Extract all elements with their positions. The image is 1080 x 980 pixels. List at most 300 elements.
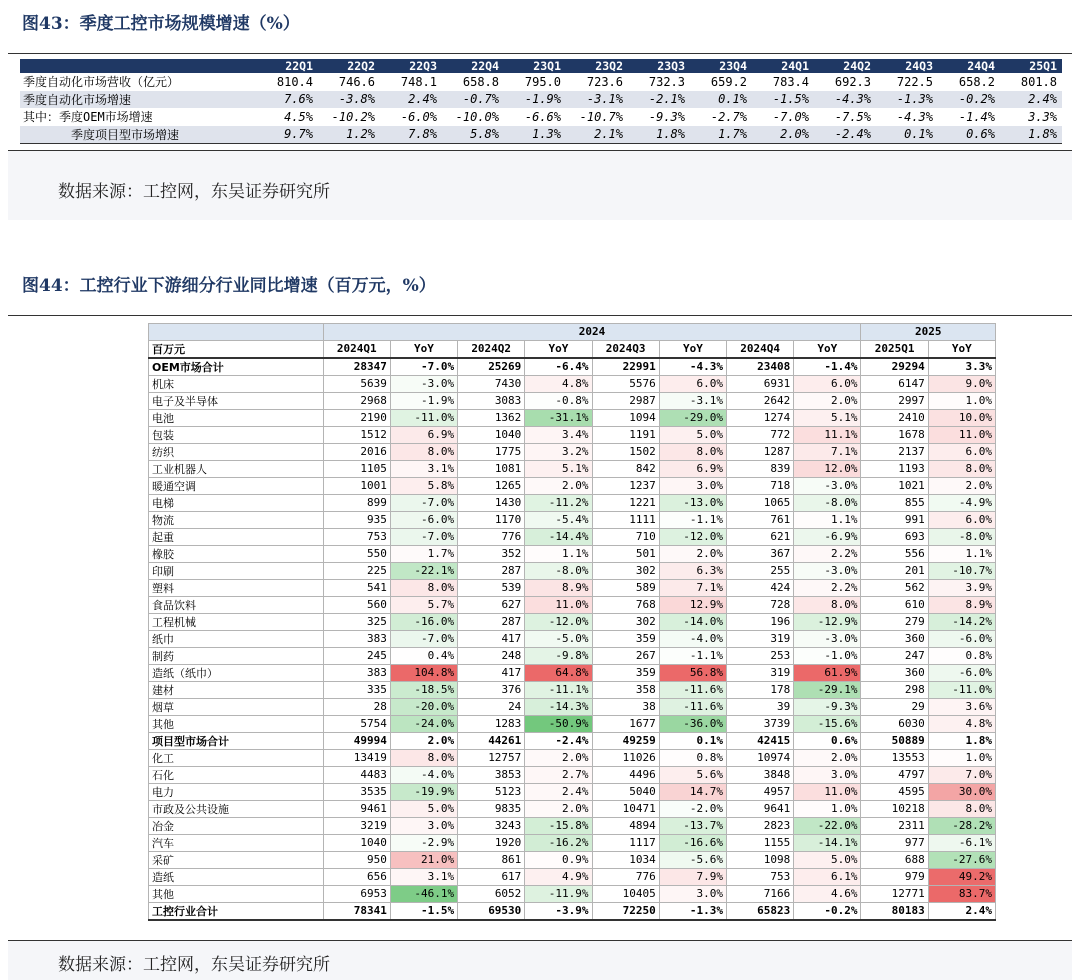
yoy-cell: -16.6% bbox=[659, 834, 726, 851]
yoy-cell: 5.0% bbox=[659, 426, 726, 443]
value-cell: 1040 bbox=[458, 426, 525, 443]
value-cell: 360 bbox=[861, 664, 928, 681]
value-cell: 383 bbox=[323, 664, 390, 681]
yoy-cell: 2.0% bbox=[794, 749, 861, 766]
yoy-cell: -1.1% bbox=[659, 647, 726, 664]
table-row bbox=[20, 108, 1062, 126]
value-cell: 1287 bbox=[727, 443, 794, 460]
yoy-cell: 4.8% bbox=[928, 715, 995, 732]
value-cell: 287 bbox=[458, 562, 525, 579]
value-cell: 4957 bbox=[727, 783, 794, 800]
yoy-cell: 11.0% bbox=[794, 783, 861, 800]
value-cell: 78341 bbox=[323, 902, 390, 920]
downstream-industry-table bbox=[148, 323, 996, 921]
value-cell: 2190 bbox=[323, 409, 390, 426]
value-cell: 7430 bbox=[458, 375, 525, 392]
yoy-cell: -22.0% bbox=[794, 817, 861, 834]
yoy-cell: 3.0% bbox=[794, 766, 861, 783]
value-cell: 1502 bbox=[592, 443, 659, 460]
value-cell: 776 bbox=[592, 868, 659, 885]
value-cell: 359 bbox=[592, 630, 659, 647]
yoy-cell: 2.0% bbox=[525, 749, 592, 766]
yoy-cell: -8.0% bbox=[525, 562, 592, 579]
table-cell: 692.3 bbox=[834, 74, 871, 89]
yoy-cell: 5.1% bbox=[525, 460, 592, 477]
quarter-header: 24Q3 bbox=[876, 59, 938, 73]
value-cell: 298 bbox=[861, 681, 928, 698]
row-label: 造纸（纸巾） bbox=[149, 664, 324, 681]
yoy-cell: 2.0% bbox=[390, 732, 457, 749]
row-label: 起重 bbox=[149, 528, 324, 545]
yoy-cell: 8.0% bbox=[390, 443, 457, 460]
yoy-cell: -29.1% bbox=[794, 681, 861, 698]
table-cell: -10.2% bbox=[331, 109, 375, 124]
value-cell: 768 bbox=[592, 596, 659, 613]
value-cell: 3243 bbox=[458, 817, 525, 834]
value-cell: 556 bbox=[861, 545, 928, 562]
row-label: 市政及公共设施 bbox=[149, 800, 324, 817]
figure-44-top-rule bbox=[8, 315, 1072, 316]
yoy-cell: -13.0% bbox=[659, 494, 726, 511]
value-cell: 29294 bbox=[861, 358, 928, 376]
yoy-cell: -29.0% bbox=[659, 409, 726, 426]
value-cell: 753 bbox=[323, 528, 390, 545]
column-header: 2024Q1 bbox=[323, 340, 390, 358]
value-cell: 855 bbox=[861, 494, 928, 511]
table-cell: -10.7% bbox=[579, 109, 623, 124]
yoy-cell: 1.1% bbox=[794, 511, 861, 528]
yoy-cell: 4.6% bbox=[794, 885, 861, 902]
value-cell: 6030 bbox=[861, 715, 928, 732]
yoy-cell: -3.9% bbox=[525, 902, 592, 920]
table-cell: 2.4% bbox=[380, 91, 442, 109]
figure-44-title: 图44：工控行业下游细分行业同比增速（百万元，%） bbox=[22, 276, 436, 296]
yoy-cell: -16.0% bbox=[390, 613, 457, 630]
yoy-cell: 11.0% bbox=[928, 426, 995, 443]
quarter-header: 22Q3 bbox=[380, 59, 442, 73]
value-cell: 1001 bbox=[323, 477, 390, 494]
value-cell: 753 bbox=[727, 868, 794, 885]
value-cell: 1678 bbox=[861, 426, 928, 443]
yoy-cell: -14.2% bbox=[928, 613, 995, 630]
value-cell: 10218 bbox=[861, 800, 928, 817]
yoy-cell: -4.0% bbox=[390, 766, 457, 783]
value-cell: 5123 bbox=[458, 783, 525, 800]
value-cell: 325 bbox=[323, 613, 390, 630]
table-cell: 732.3 bbox=[648, 74, 685, 89]
table-row bbox=[149, 749, 996, 766]
yoy-cell: -6.1% bbox=[928, 834, 995, 851]
table-cell: 723.6 bbox=[586, 74, 623, 89]
column-header: 2024Q2 bbox=[458, 340, 525, 358]
value-cell: 29 bbox=[861, 698, 928, 715]
yoy-cell: 83.7% bbox=[928, 885, 995, 902]
table-cell: 748.1 bbox=[400, 74, 437, 89]
value-cell: 10974 bbox=[727, 749, 794, 766]
table-cell: 810.4 bbox=[276, 74, 313, 89]
yoy-cell: -12.0% bbox=[659, 528, 726, 545]
value-cell: 38 bbox=[592, 698, 659, 715]
value-cell: 12757 bbox=[458, 749, 525, 766]
yoy-cell: -11.1% bbox=[525, 681, 592, 698]
value-cell: 5040 bbox=[592, 783, 659, 800]
yoy-cell: -12.9% bbox=[794, 613, 861, 630]
yoy-cell: 104.8% bbox=[390, 664, 457, 681]
yoy-cell: 56.8% bbox=[659, 664, 726, 681]
value-cell: 1430 bbox=[458, 494, 525, 511]
value-cell: 1362 bbox=[458, 409, 525, 426]
yoy-cell: 3.1% bbox=[390, 460, 457, 477]
row-label: 物流 bbox=[149, 511, 324, 528]
table-cell: -1.4% bbox=[958, 109, 995, 124]
value-cell: 617 bbox=[458, 868, 525, 885]
row-label: OEM市场合计 bbox=[149, 358, 324, 376]
value-cell: 627 bbox=[458, 596, 525, 613]
yoy-cell: 14.7% bbox=[659, 783, 726, 800]
row-label: 其他 bbox=[149, 885, 324, 902]
quarter-header: 24Q2 bbox=[814, 59, 876, 73]
table-row bbox=[20, 91, 1062, 109]
yoy-cell: -8.0% bbox=[928, 528, 995, 545]
table-cell: 659.2 bbox=[710, 74, 747, 89]
yoy-cell: -18.5% bbox=[390, 681, 457, 698]
yoy-cell: -4.9% bbox=[928, 494, 995, 511]
table-row bbox=[149, 477, 996, 494]
value-cell: 501 bbox=[592, 545, 659, 562]
yoy-cell: 8.9% bbox=[525, 579, 592, 596]
yoy-cell: -7.0% bbox=[390, 528, 457, 545]
value-cell: 319 bbox=[727, 664, 794, 681]
value-cell: 621 bbox=[727, 528, 794, 545]
value-cell: 979 bbox=[861, 868, 928, 885]
yoy-cell: -6.0% bbox=[390, 511, 457, 528]
yoy-cell: -6.4% bbox=[525, 358, 592, 376]
value-cell: 2997 bbox=[861, 392, 928, 409]
value-cell: 302 bbox=[592, 562, 659, 579]
value-cell: 3848 bbox=[727, 766, 794, 783]
value-cell: 6953 bbox=[323, 885, 390, 902]
value-cell: 4483 bbox=[323, 766, 390, 783]
value-cell: 656 bbox=[323, 868, 390, 885]
table-row bbox=[20, 73, 1062, 91]
yoy-cell: 3.9% bbox=[928, 579, 995, 596]
yoy-cell: 1.1% bbox=[525, 545, 592, 562]
value-cell: 1221 bbox=[592, 494, 659, 511]
table-cell: -0.7% bbox=[442, 91, 504, 109]
total-row bbox=[149, 358, 996, 376]
value-cell: 201 bbox=[861, 562, 928, 579]
value-cell: 9461 bbox=[323, 800, 390, 817]
yoy-cell: 8.0% bbox=[659, 443, 726, 460]
value-cell: 539 bbox=[458, 579, 525, 596]
value-cell: 319 bbox=[727, 630, 794, 647]
quarter-header: 22Q1 bbox=[256, 59, 318, 73]
quarterly-market-table bbox=[20, 59, 1062, 144]
figure-44-source: 数据来源：工控网，东吴证券研究所 bbox=[58, 955, 330, 975]
table-row bbox=[149, 562, 996, 579]
value-cell: 247 bbox=[861, 647, 928, 664]
table-cell: 0.1% bbox=[876, 126, 938, 144]
yoy-cell: -11.0% bbox=[928, 681, 995, 698]
value-cell: 11026 bbox=[592, 749, 659, 766]
value-cell: 44261 bbox=[458, 732, 525, 749]
yoy-cell: -1.5% bbox=[390, 902, 457, 920]
table-row bbox=[149, 494, 996, 511]
table-cell: -4.3% bbox=[814, 91, 876, 109]
table-row bbox=[149, 800, 996, 817]
quarter-header: 22Q2 bbox=[318, 59, 380, 73]
value-cell: 1111 bbox=[592, 511, 659, 528]
yoy-cell: 1.7% bbox=[390, 545, 457, 562]
value-cell: 24 bbox=[458, 698, 525, 715]
table-row bbox=[149, 851, 996, 868]
column-header: YoY bbox=[390, 340, 457, 358]
quarter-header: 23Q4 bbox=[690, 59, 752, 73]
yoy-cell: -36.0% bbox=[659, 715, 726, 732]
row-label: 烟草 bbox=[149, 698, 324, 715]
value-cell: 1775 bbox=[458, 443, 525, 460]
yoy-cell: 0.4% bbox=[390, 647, 457, 664]
table-cell: 2.1% bbox=[566, 126, 628, 144]
unit-header: 百万元 bbox=[149, 340, 324, 358]
yoy-cell: 3.0% bbox=[390, 817, 457, 834]
value-cell: 977 bbox=[861, 834, 928, 851]
table-cell: -9.3% bbox=[648, 109, 685, 124]
yoy-cell: 3.3% bbox=[928, 358, 995, 376]
table-row bbox=[149, 443, 996, 460]
value-cell: 50889 bbox=[861, 732, 928, 749]
year-header-2025: 2025 bbox=[861, 324, 996, 341]
table-cell: 658.2 bbox=[958, 74, 995, 89]
value-cell: 935 bbox=[323, 511, 390, 528]
row-label: 石化 bbox=[149, 766, 324, 783]
yoy-cell: 4.8% bbox=[525, 375, 592, 392]
yoy-cell: -24.0% bbox=[390, 715, 457, 732]
row-label: 印刷 bbox=[149, 562, 324, 579]
total-row bbox=[149, 732, 996, 749]
value-cell: 2642 bbox=[727, 392, 794, 409]
value-cell: 424 bbox=[727, 579, 794, 596]
yoy-cell: 1.0% bbox=[928, 749, 995, 766]
value-cell: 4797 bbox=[861, 766, 928, 783]
figure-43-title: 图43：季度工控市场规模增速（%） bbox=[22, 14, 300, 34]
yoy-cell: 12.0% bbox=[794, 460, 861, 477]
value-cell: 4595 bbox=[861, 783, 928, 800]
yoy-cell: -16.2% bbox=[525, 834, 592, 851]
value-cell: 1170 bbox=[458, 511, 525, 528]
value-cell: 839 bbox=[727, 460, 794, 477]
value-cell: 761 bbox=[727, 511, 794, 528]
yoy-cell: 1.0% bbox=[928, 392, 995, 409]
yoy-cell: 21.0% bbox=[390, 851, 457, 868]
row-label: 化工 bbox=[149, 749, 324, 766]
yoy-cell: 6.0% bbox=[794, 375, 861, 392]
table-row bbox=[149, 885, 996, 902]
yoy-cell: -6.9% bbox=[794, 528, 861, 545]
value-cell: 1677 bbox=[592, 715, 659, 732]
yoy-cell: -0.2% bbox=[794, 902, 861, 920]
yoy-cell: 2.7% bbox=[525, 766, 592, 783]
yoy-cell: -8.0% bbox=[794, 494, 861, 511]
value-cell: 2410 bbox=[861, 409, 928, 426]
column-header: 2024Q4 bbox=[727, 340, 794, 358]
row-label: 建材 bbox=[149, 681, 324, 698]
value-cell: 287 bbox=[458, 613, 525, 630]
value-cell: 255 bbox=[727, 562, 794, 579]
column-header: 2025Q1 bbox=[861, 340, 928, 358]
yoy-cell: 8.0% bbox=[928, 800, 995, 817]
yoy-cell: -14.4% bbox=[525, 528, 592, 545]
value-cell: 417 bbox=[458, 630, 525, 647]
quarter-header: 23Q1 bbox=[504, 59, 566, 73]
table-row bbox=[149, 579, 996, 596]
yoy-cell: -46.1% bbox=[390, 885, 457, 902]
row-label: 季度项目型市场增速 bbox=[20, 126, 256, 144]
table-cell: 2.4% bbox=[1000, 91, 1062, 109]
table-row bbox=[149, 409, 996, 426]
yoy-cell: -1.3% bbox=[659, 902, 726, 920]
value-cell: 5576 bbox=[592, 375, 659, 392]
yoy-cell: 5.7% bbox=[390, 596, 457, 613]
yoy-cell: -27.6% bbox=[928, 851, 995, 868]
yoy-cell: 2.0% bbox=[525, 477, 592, 494]
table-cell: -4.3% bbox=[896, 109, 933, 124]
yoy-cell: 0.8% bbox=[659, 749, 726, 766]
value-cell: 12771 bbox=[861, 885, 928, 902]
table-row bbox=[149, 460, 996, 477]
value-cell: 178 bbox=[727, 681, 794, 698]
yoy-cell: -9.3% bbox=[794, 698, 861, 715]
table-row bbox=[149, 375, 996, 392]
value-cell: 72250 bbox=[592, 902, 659, 920]
value-cell: 1094 bbox=[592, 409, 659, 426]
value-cell: 279 bbox=[861, 613, 928, 630]
value-cell: 80183 bbox=[861, 902, 928, 920]
table-cell: -2.1% bbox=[628, 91, 690, 109]
table-cell: 801.8 bbox=[1020, 74, 1057, 89]
table-row bbox=[149, 681, 996, 698]
table-cell: 746.6 bbox=[338, 74, 375, 89]
yoy-cell: -12.0% bbox=[525, 613, 592, 630]
yoy-cell: 4.9% bbox=[525, 868, 592, 885]
yoy-cell: 8.0% bbox=[928, 460, 995, 477]
figure-43-source: 数据来源：工控网，东吴证券研究所 bbox=[58, 182, 330, 202]
value-cell: 2016 bbox=[323, 443, 390, 460]
yoy-cell: 61.9% bbox=[794, 664, 861, 681]
row-label: 纸巾 bbox=[149, 630, 324, 647]
value-cell: 196 bbox=[727, 613, 794, 630]
yoy-cell: -5.4% bbox=[525, 511, 592, 528]
value-cell: 5639 bbox=[323, 375, 390, 392]
quarter-header: 24Q4 bbox=[938, 59, 1000, 73]
table-row bbox=[149, 613, 996, 630]
yoy-cell: 3.6% bbox=[928, 698, 995, 715]
value-cell: 1117 bbox=[592, 834, 659, 851]
yoy-cell: -6.0% bbox=[928, 630, 995, 647]
table-cell: 722.5 bbox=[896, 74, 933, 89]
yoy-cell: -5.0% bbox=[525, 630, 592, 647]
yoy-cell: 6.0% bbox=[928, 511, 995, 528]
yoy-cell: -6.0% bbox=[928, 664, 995, 681]
table-cell: 3.3% bbox=[1028, 109, 1057, 124]
total-row bbox=[149, 902, 996, 920]
table-cell: -7.0% bbox=[772, 109, 809, 124]
table-row bbox=[20, 126, 1062, 144]
table-row bbox=[149, 834, 996, 851]
quarter-header: 24Q1 bbox=[752, 59, 814, 73]
column-header: YoY bbox=[928, 340, 995, 358]
yoy-cell: 1.8% bbox=[928, 732, 995, 749]
quarter-header: 23Q2 bbox=[566, 59, 628, 73]
table-row bbox=[149, 426, 996, 443]
yoy-cell: -3.1% bbox=[659, 392, 726, 409]
table-row bbox=[149, 766, 996, 783]
value-cell: 13419 bbox=[323, 749, 390, 766]
table-cell: 9.7% bbox=[256, 126, 318, 144]
value-cell: 253 bbox=[727, 647, 794, 664]
table-header-blank bbox=[149, 324, 324, 341]
table-cell: -1.9% bbox=[504, 91, 566, 109]
value-cell: 1237 bbox=[592, 477, 659, 494]
value-cell: 899 bbox=[323, 494, 390, 511]
value-cell: 49259 bbox=[592, 732, 659, 749]
quarter-header: 23Q3 bbox=[628, 59, 690, 73]
value-cell: 360 bbox=[861, 630, 928, 647]
value-cell: 1081 bbox=[458, 460, 525, 477]
value-cell: 1065 bbox=[727, 494, 794, 511]
row-label: 其他 bbox=[149, 715, 324, 732]
value-cell: 39 bbox=[727, 698, 794, 715]
yoy-cell: 2.4% bbox=[525, 783, 592, 800]
value-cell: 352 bbox=[458, 545, 525, 562]
yoy-cell: 49.2% bbox=[928, 868, 995, 885]
value-cell: 1191 bbox=[592, 426, 659, 443]
yoy-cell: -11.0% bbox=[390, 409, 457, 426]
table-cell: -6.6% bbox=[524, 109, 561, 124]
row-label: 冶金 bbox=[149, 817, 324, 834]
row-label: 工程机械 bbox=[149, 613, 324, 630]
yoy-cell: -11.6% bbox=[659, 698, 726, 715]
table-cell: 7.8% bbox=[380, 126, 442, 144]
table-cell: 658.8 bbox=[462, 74, 499, 89]
value-cell: 1034 bbox=[592, 851, 659, 868]
yoy-cell: 8.0% bbox=[794, 596, 861, 613]
table-row bbox=[149, 817, 996, 834]
yoy-cell: 2.2% bbox=[794, 579, 861, 596]
value-cell: 728 bbox=[727, 596, 794, 613]
value-cell: 65823 bbox=[727, 902, 794, 920]
column-header: YoY bbox=[794, 340, 861, 358]
value-cell: 1155 bbox=[727, 834, 794, 851]
table-cell: -6.0% bbox=[400, 109, 437, 124]
value-cell: 9641 bbox=[727, 800, 794, 817]
yoy-cell: -2.9% bbox=[390, 834, 457, 851]
value-cell: 22991 bbox=[592, 358, 659, 376]
yoy-cell: -1.1% bbox=[659, 511, 726, 528]
yoy-cell: 9.0% bbox=[928, 375, 995, 392]
row-label: 机床 bbox=[149, 375, 324, 392]
value-cell: 9835 bbox=[458, 800, 525, 817]
yoy-cell: 2.0% bbox=[928, 477, 995, 494]
row-label: 电池 bbox=[149, 409, 324, 426]
yoy-cell: 0.8% bbox=[928, 647, 995, 664]
table-row bbox=[149, 715, 996, 732]
yoy-cell: -13.7% bbox=[659, 817, 726, 834]
yoy-cell: 2.0% bbox=[525, 800, 592, 817]
value-cell: 2968 bbox=[323, 392, 390, 409]
row-label: 项目型市场合计 bbox=[149, 732, 324, 749]
row-label: 电子及半导体 bbox=[149, 392, 324, 409]
